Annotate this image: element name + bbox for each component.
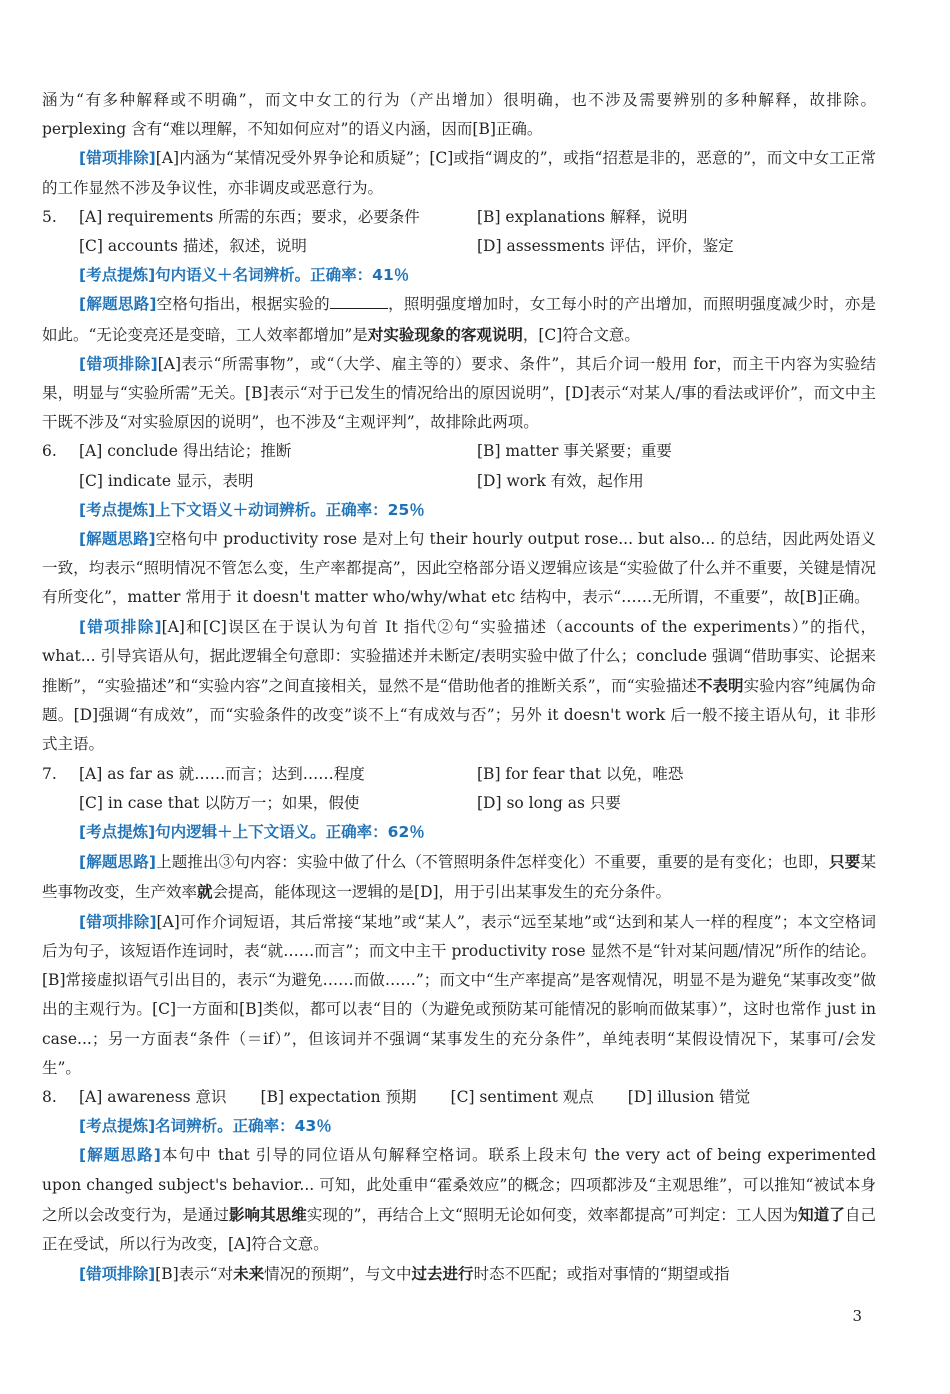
text: 自己正在受试，所以行为改变，[A]符合文意。 [42,1205,876,1253]
question-options [42,760,876,789]
key-point [42,261,876,290]
text: ，[C]符合文意。 [522,325,640,344]
emphasis: 未来 [233,1264,265,1284]
distractor-paragraph [42,1259,876,1289]
distractor-paragraph [42,613,876,760]
text: 空格句指出，根据实验的 [156,295,330,314]
solution-paragraph [42,1141,876,1259]
key-point [42,1112,876,1141]
blank-line [330,294,388,309]
option-c: [C] in case that 以防万一；如果，假使 [79,793,360,812]
option-b: [B] for fear that 以免，唯恐 [477,764,684,783]
text: 实现的”，再结合上文“照明无论如何变，效率都提高”可判定：工人因为 [306,1205,799,1224]
option-d: [D] illusion 错觉 [627,1087,751,1106]
solution-paragraph [42,847,876,907]
section-tag: [解题思路] [79,295,157,314]
option-b: [B] expectation 预期 [260,1087,417,1106]
question-options [42,1083,876,1112]
emphasis: 影响其思维 [228,1204,307,1224]
section-tag: [考点提炼] [79,500,156,519]
section-tag: [错项排除] [79,354,158,373]
option-a: [A] conclude 得出结论；推断 [79,442,292,461]
text: 上题推出③句内容：实验中做了什么（不管照明条件怎样变化）不重要，重要的是有变化；也即， [155,853,830,872]
text: [B]表示“对 [155,1265,234,1284]
text: [A]表示“所需事物”，或“（大学、雇主等的）要求、条件”，其后介词一般用 for，而主干内容为实验结果，明显与“实验所需”无关。[B]表示“对于已发生的情况给出的原因说明”，[D]表示“对某人/事的看法或评价”，而文中主干既不涉及“对实验原因的说明”，也不涉及“主观评判”，故排除此两项。 [42,354,876,432]
option-c: [C] sentiment 观点 [450,1087,594,1106]
text: [A]可作介词短语，其后常接“某地”或“某人”，表示“远至某地”或“达到和某人一样的程度”；本文空格词后为句子，该短语作连词时，表“就……而言”；而文中主干 productivity rose 显然不是“针对某问题/情况”所作的结论。[B]常接虚拟语气引出目的，表示“为避免……而做……”；而文中“生产率提高”是客观情况，明显不是为避免“某事改变”做出的主观行为。[C]一方面和[B]类似，都可以表“目的（为避免或预防某可能情况的影响而做某事）”，这时也常作 just in case...；另一方面表“条件（＝if）”，但该词并不强调“某事发生的充分条件”，单纯表明“某假设情况下，某事可/会发生”。 [42,912,876,1077]
option-a: [A] awareness 意识 [79,1087,227,1106]
emphasis: 过去进行 [411,1264,474,1284]
question-options [42,232,876,261]
option-b: [B] matter 事关紧要；重要 [477,442,672,461]
text: 某些事物改变，生产效率 [42,853,876,902]
option-a: [A] as far as 就……而言；达到……程度 [79,764,365,783]
section-tag: [解题思路] [79,853,156,872]
option-c: [C] indicate 显示，表明 [79,471,254,490]
key-point-text: 名词辨析。正确率：43％ [155,1117,332,1136]
section-tag: [考点提炼] [79,823,156,842]
question-options [42,467,876,496]
section-tag: [考点提炼] [79,1117,156,1136]
distractor-paragraph [42,350,876,438]
section-tag: [解题思路] [79,1146,161,1165]
text: 时态不匹配；或指对事情的“期望或指 [473,1265,730,1284]
paragraph: 涵为“有多种解释或不明确”，而文中女工的行为（产出增加）很明确，也不涉及需要辨别的多种解释，故排除。perplexing 含有“难以理解，不知如何应对”的语义内涵，因而[B]正确。 [42,91,876,139]
option-d: [D] so long as 只要 [477,793,621,812]
distractor-paragraph [42,908,876,1083]
key-point-text: 上下文语义＋动词辨析。正确率：25％ [155,500,425,519]
question-options [42,437,876,466]
section-tag: [错项排除] [79,617,162,636]
option-d: [D] work 有效，起作用 [477,471,644,490]
paragraph-text: [A]内涵为“某情况受外界争论和质疑”；[C]或指“调皮的”，或指“招惹是非的，恶意的”，而文中女工正常的工作显然不涉及争议性，亦非调皮或恶意行为。 [42,149,876,197]
emphasis: 不表明 [696,676,744,696]
section-tag: [错项排除] [79,1265,156,1284]
option-b: [B] explanations 解释，说明 [477,207,688,226]
text: 情况的预期”，与文中 [264,1265,412,1284]
question-options [42,203,876,232]
question-number: 5. [42,207,57,226]
key-point [42,496,876,525]
text: ，照明强度增加时，女工每小时的产出增加，而照明强度减少时，亦是如此。“无论变亮还是变暗，工人效率都增加”是 [42,295,876,344]
solution-paragraph [42,290,876,349]
option-d: [D] assessments 评估，评价，鉴定 [477,237,734,256]
question-number: 7. [42,764,57,783]
section-tag: [错项排除] [79,149,156,168]
emphasis: 就 [197,882,213,902]
question-number: 8. [42,1087,57,1106]
question-options [42,789,876,818]
key-point [42,818,876,847]
page-number: 3 [852,1307,862,1325]
option-c: [C] accounts 描述，叙述，说明 [79,237,307,256]
text: 实验内容”纯属伪命题。[D]强调“有成效”，而“实验条件的改变”谈不上“有成效与否”；另外 it doesn't work 后一般不接主语从句，it 非形式主语。 [42,677,876,754]
section-tag: [错项排除] [79,912,157,931]
option-a: [A] requirements 所需的东西；要求，必要条件 [79,207,420,226]
solution-paragraph [42,525,876,613]
question-number: 6. [42,442,57,461]
section-tag: [考点提炼] [79,266,156,285]
text: 会提高，能体现这一逻辑的是[D]，用于引出某事发生的充分条件。 [212,883,672,902]
paragraph [42,144,876,202]
key-point-text: 句内语义＋名词辨析。正确率：41％ [155,266,410,285]
section-tag: [解题思路] [79,530,156,549]
text: 空格句中 productivity rose 是对上句 their hourly output rose... but also... 的总结，因此两处语义一致，均表示“照明情况不管怎么变，生产率都提高”，因此空格部分语义逻辑应该是“实验做了什么并不重要，关键是情况有所变化”，matter 常用于 it doesn't matter who/why/what etc 结构中，表示“……无所谓，不重要”，故[B]正确。 [42,530,877,607]
emphasis: 只要 [829,852,861,872]
emphasis: 对实验现象的客观说明 [367,324,523,344]
emphasis: 知道了 [798,1204,845,1224]
key-point-text: 句内逻辑＋上下文语义。正确率：62％ [155,823,425,842]
text: [A]和[C]误区在于误认为句首 It 指代②句“实验描述（accounts of the experiments）”的指代，what... 引导宾语从句，据此逻辑全句意即：实验描述并未断定/表明实验中做了什么；conclude 强调“借助事实、论据来推断”，“实验描述”和“实验内容”之间直接相关，显然不是“借助他者的推断关系”，而“实验描述 [42,617,876,696]
text: 本句中 that 引导的同位语从句解释空格词。联系上段末句 the very act of being experimented upon changed subject's behavior... 可知，此处重申“霍桑效应”的概念；四项都涉及“主观思维”，可以推知“被试本身之所以会改变行为，是通过 [42,1146,877,1224]
